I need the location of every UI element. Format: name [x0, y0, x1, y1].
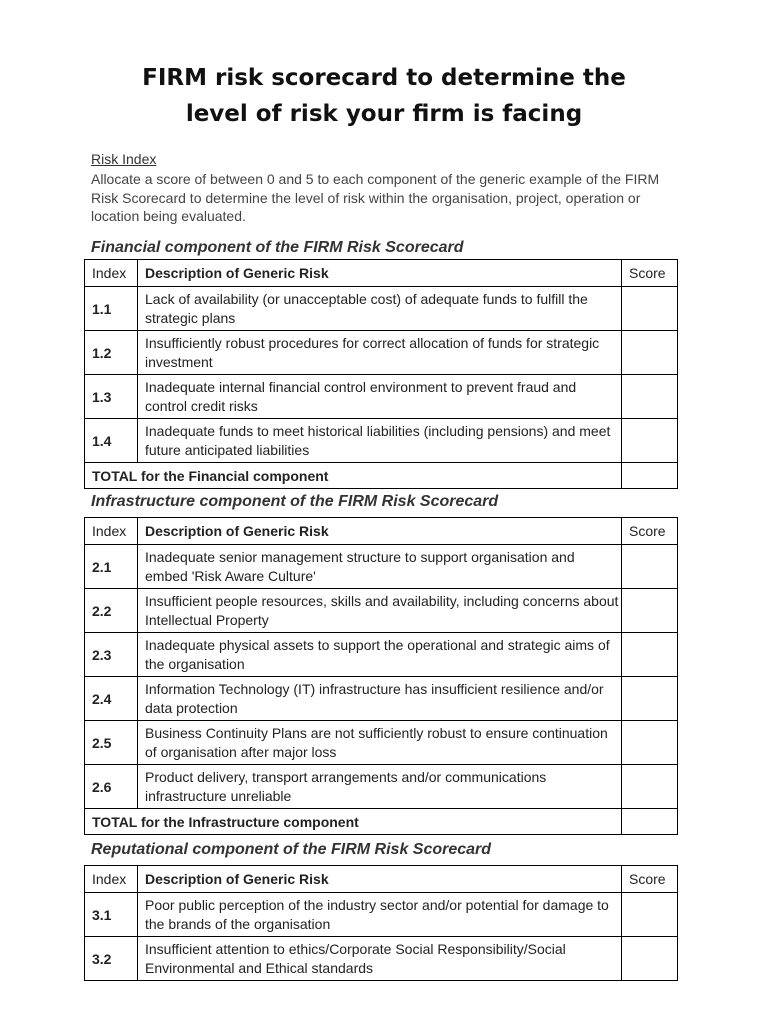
page-title-line-1: FIRM risk scorecard to determine the	[142, 65, 626, 91]
total-label: TOTAL for the Infrastructure component	[85, 809, 622, 835]
row-index: 2.2	[85, 589, 138, 633]
row-index: 1.1	[85, 287, 138, 331]
row-index: 2.4	[85, 677, 138, 721]
row-description: Inadequate physical assets to support the operational and strategic aims of the organisation	[138, 633, 622, 677]
score-cell[interactable]	[622, 937, 678, 981]
row-description: Inadequate funds to meet historical liabilities (including pensions) and meet future anticipated liabilities	[138, 419, 622, 463]
total-label: TOTAL for the Financial component	[85, 463, 622, 489]
row-index: 2.5	[85, 721, 138, 765]
row-description: Poor public perception of the industry sector and/or potential for damage to the brands of the organisation	[138, 893, 622, 937]
row-description: Insufficient people resources, skills and availability, including concerns about Intellectual Property	[138, 589, 622, 633]
infrastructure-table	[84, 517, 678, 835]
score-cell[interactable]	[622, 287, 678, 331]
table-row	[85, 633, 678, 677]
row-description: Lack of availability (or unacceptable cost) of adequate funds to fulfill the strategic plans	[138, 287, 622, 331]
reputational-table	[84, 865, 678, 981]
score-cell[interactable]	[622, 419, 678, 463]
table-row	[85, 375, 678, 419]
table-header-row	[85, 866, 678, 893]
header-index: Index	[85, 866, 138, 893]
score-cell[interactable]	[622, 721, 678, 765]
table-row	[85, 331, 678, 375]
row-description: Inadequate senior management structure to support organisation and embed 'Risk Aware Culture'	[138, 545, 622, 589]
risk-index-heading: Risk Index	[91, 151, 157, 167]
financial-section-heading: Financial component of the FIRM Risk Scorecard	[91, 239, 464, 256]
table-row	[85, 937, 678, 981]
score-cell[interactable]	[622, 589, 678, 633]
page-title-line-2: level of risk your firm is facing	[185, 101, 583, 127]
row-description: Product delivery, transport arrangements and/or communications infrastructure unreliable	[138, 765, 622, 809]
header-index: Index	[85, 518, 138, 545]
table-row	[85, 545, 678, 589]
score-cell[interactable]	[622, 765, 678, 809]
row-index: 1.4	[85, 419, 138, 463]
table-row	[85, 677, 678, 721]
row-description: Business Continuity Plans are not sufficiently robust to ensure continuation of organisation after major loss	[138, 721, 622, 765]
row-index: 2.6	[85, 765, 138, 809]
row-index: 2.3	[85, 633, 138, 677]
header-score: Score	[622, 866, 678, 893]
row-index: 1.3	[85, 375, 138, 419]
table-row	[85, 721, 678, 765]
financial-table	[84, 259, 678, 489]
row-index: 3.2	[85, 937, 138, 981]
total-score-cell[interactable]	[622, 463, 678, 489]
table-row	[85, 589, 678, 633]
header-description: Description of Generic Risk	[138, 866, 622, 893]
row-description: Information Technology (IT) infrastructure has insufficient resilience and/or data protection	[138, 677, 622, 721]
score-cell[interactable]	[622, 677, 678, 721]
header-score: Score	[622, 260, 678, 287]
total-row	[85, 809, 678, 835]
score-cell[interactable]	[622, 375, 678, 419]
row-description: Insufficiently robust procedures for correct allocation of funds for strategic investment	[138, 331, 622, 375]
table-header-row	[85, 260, 678, 287]
header-index: Index	[85, 260, 138, 287]
total-score-cell[interactable]	[622, 809, 678, 835]
score-cell[interactable]	[622, 545, 678, 589]
table-row	[85, 765, 678, 809]
infrastructure-section-heading: Infrastructure component of the FIRM Risk Scorecard	[91, 493, 499, 510]
score-cell[interactable]	[622, 633, 678, 677]
table-row	[85, 893, 678, 937]
row-description: Insufficient attention to ethics/Corporate Social Responsibility/Social Environmental and Ethical standards	[138, 937, 622, 981]
table-row	[85, 287, 678, 331]
row-index: 3.1	[85, 893, 138, 937]
score-cell[interactable]	[622, 893, 678, 937]
header-score: Score	[622, 518, 678, 545]
row-index: 2.1	[85, 545, 138, 589]
reputational-section-heading: Reputational component of the FIRM Risk Scorecard	[91, 841, 492, 858]
table-row	[85, 419, 678, 463]
header-description: Description of Generic Risk	[138, 518, 622, 545]
page-title	[0, 60, 768, 132]
row-index: 1.2	[85, 331, 138, 375]
total-row	[85, 463, 678, 489]
row-description: Inadequate internal financial control environment to prevent fraud and control credit risks	[138, 375, 622, 419]
risk-index-text: Allocate a score of between 0 and 5 to each component of the generic example of the FIRM Risk Scorecard to determine the level of risk within the organisation, project, operation or location being evaluated.	[91, 171, 660, 224]
table-header-row	[85, 518, 678, 545]
score-cell[interactable]	[622, 331, 678, 375]
header-description: Description of Generic Risk	[138, 260, 622, 287]
